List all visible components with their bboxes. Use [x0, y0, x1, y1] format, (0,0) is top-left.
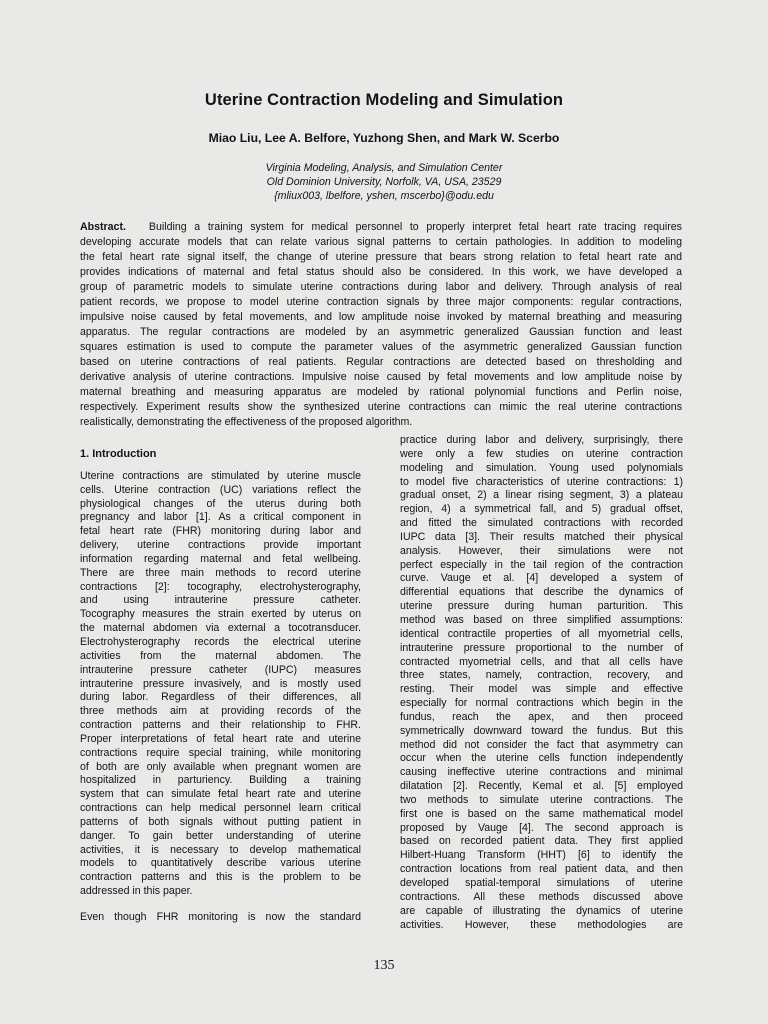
text-line: first one is based on the same mathematical model — [400, 807, 683, 820]
text-line: analysis. However, their simulations were not — [400, 544, 683, 557]
text-line: cells. Uterine contraction (UC) variations reflect the — [80, 483, 361, 496]
text-line: three states, namely, contraction, recovery, and — [400, 669, 683, 682]
abstract-line: the fetal heart rate signal itself, the change of uterine pressure that bears strong relation to fetal heart rate and — [80, 251, 682, 263]
text-line: contractions. All these methods discussed above — [400, 890, 683, 903]
text-line: and fitted the simulated contractions with recorded — [400, 517, 683, 530]
abstract-label: Abstract. — [80, 221, 126, 233]
text-line: Electrohysterography records the electrical uterine — [80, 635, 361, 648]
text-line: delivery, uterine contractions provide important — [80, 539, 361, 552]
left-column — [80, 448, 361, 925]
text-line: contraction patterns and this is the problem to be — [80, 871, 361, 884]
text-line: fetal heart rate (FHR) monitoring during labor and — [80, 525, 361, 538]
text-line: Proper interpretations of fetal heart rate and uterine — [80, 732, 361, 745]
text-line: information regarding maternal and fetal wellbeing. — [80, 552, 361, 565]
text-line: addressed in this paper. — [80, 885, 193, 898]
text-line: Uterine contractions are stimulated by uterine muscle — [80, 469, 361, 482]
text-line: three methods aim at providing records of the — [80, 705, 361, 718]
paragraph — [400, 434, 683, 932]
text-line: contraction locations from real patient data, and then — [400, 863, 683, 876]
text-line: especially for normal contractions which begin in the — [400, 697, 683, 710]
abstract-line — [80, 220, 682, 235]
text-line: causing ineffective uterine contractions and minimal — [400, 766, 683, 779]
text-line: resting. Their model was simple and effective — [400, 683, 683, 696]
page-number: 135 — [373, 958, 395, 973]
text-line: system that can simulate fetal heart rate and uterine — [80, 788, 361, 801]
text-line: danger. To gain better understanding of uterine — [80, 829, 361, 842]
text-line: two methods to simulate uterine contractions. The — [400, 793, 683, 806]
text-line: patterns of both signals without putting patient in — [80, 815, 361, 828]
text-line: curve. Vauge et al. [4] developed a system of — [400, 572, 683, 585]
text-line: IUPC data [3]. Their results matched their physical — [400, 530, 683, 543]
abstract-text: Building a training system for medical personnel to properly interpret fetal heart rate tracing requires — [148, 221, 682, 233]
text-line: models to quantitatively describe various uterine — [80, 857, 361, 870]
paragraph — [80, 911, 361, 925]
author-list: Miao Liu, Lee A. Belfore, Yuzhong Shen, and Mark W. Scerbo — [208, 131, 560, 145]
text-line: gradual onset, 2) a linear rising segment, 3) a plateau — [400, 489, 683, 502]
text-line: modeling and simulation. Young used polynomials — [400, 461, 683, 474]
text-line: intrauterine pressure proportional to the number of — [400, 641, 683, 654]
text-line: hospitalized in parturiency. Building a training — [80, 774, 361, 787]
abstract-line: squares estimation is used to compute the parameter values of the asymmetric generalized Gaussian function — [80, 341, 682, 353]
abstract-line: based on uterine contractions of real patients. Regular contractions are detected based on thresholding and — [80, 356, 682, 368]
abstract-line: derivative analysis of uterine contractions. Impulsive noise caused by fetal movements and low amplitude noise by — [80, 371, 682, 383]
text-line: practice during labor and delivery, surprisingly, there — [400, 434, 683, 446]
text-line: intrauterine pressure invasively, and is mostly used — [80, 677, 361, 690]
text-line: activities, it is necessary to develop mathematical — [80, 843, 361, 856]
abstract-line: provides indications of maternal and fetal status should also be considered. In this work, we have developed a — [80, 266, 682, 278]
abstract-line: impulsive noise caused by fetal movements, and low amplitude noise invoked by maternal breathing and measuring — [80, 311, 682, 323]
text-line: proposed by Vauge [4]. The second approach is — [400, 821, 683, 834]
text-line: pregnancy and labor [1]. As a critical component in — [80, 511, 361, 524]
text-line: perfect especially in the tail region of the contraction — [400, 558, 683, 571]
text-line: and using intrauterine pressure catheter. — [80, 594, 361, 607]
text-line: based on recorded patient data. They first applied — [400, 835, 683, 848]
text-line: contracted myometrial cells, and that all cells have — [400, 655, 683, 668]
text-line: to model five characteristics of uterine contractions: 1) — [400, 475, 683, 488]
abstract-line: apparatus. The regular contractions are modeled by an asymmetric generalized Gaussian function and least — [80, 326, 682, 338]
abstract-line: patient records, we propose to model uterine contraction signals by three major components: regular contractions, — [80, 296, 682, 308]
text-line: contractions require special training, while monitoring — [80, 746, 361, 759]
affiliation-line: Old Dominion University, Norfolk, VA, USA, 23529 — [266, 176, 502, 188]
paragraph — [80, 470, 361, 899]
text-line: method did not consider the fact that asymmetry can — [400, 738, 683, 751]
section-heading: 1. Introduction — [80, 448, 157, 460]
text-line: uterine pressure during human parturition. This — [400, 600, 683, 613]
text-line: developed spatial-temporal simulations of uterine — [400, 877, 683, 889]
abstract-line: realistically, demonstrating the effectiveness of the proposed algorithm. — [80, 416, 413, 428]
text-line: differential equations that describe the dynamics of — [400, 586, 683, 599]
text-line: during labor. Regardless of their differences, all — [80, 691, 361, 704]
abstract-line: respectively. Experiment results show the synthesized uterine contractions can mimic the real uterine contractions — [80, 401, 682, 413]
text-line: fundus, reach the apex, and then proceed — [400, 710, 683, 723]
abstract-line: maternal breathing and measuring apparatus are modeled by rational polynomial functions and Perlin noise, — [80, 386, 682, 398]
text-line: Hilbert-Huang Transform (HHT) [6] to identify the — [400, 849, 683, 862]
text-line: physiological changes of the uterus during both — [80, 497, 361, 510]
text-line: Tocography measures the strain exerted by uterus on — [80, 608, 361, 621]
text-line: activities. However, these methodologies are — [400, 918, 683, 931]
text-line: There are three main methods to record uterine — [80, 566, 361, 579]
right-column — [400, 434, 683, 932]
text-line: were only a few studies on uterine contraction — [400, 447, 683, 460]
text-line: occur when the uterine cells function independently — [400, 752, 683, 765]
text-line: symmetrically downward toward the fundus. But this — [400, 724, 683, 737]
text-line: intrauterine pressure catheter (IUPC) measures — [80, 663, 361, 676]
text-line: contractions can help medical personnel learn critical — [80, 802, 361, 815]
abstract-line: group of parametric models to simulate uterine contractions during labor and delivery. Through analysis of real — [80, 281, 682, 293]
text-line: dilatation [2]. Recently, Kemal et al. [5] employed — [400, 780, 683, 793]
affiliation-block — [0, 161, 768, 203]
text-line: are capable of illustrating the dynamics of uterine — [400, 904, 683, 917]
text-line: identical contractile properties of all myometrial cells, — [400, 627, 683, 640]
paper-title: Uterine Contraction Modeling and Simulation — [204, 91, 564, 109]
text-line: Even though FHR monitoring is now the standard — [80, 911, 361, 923]
affiliation-emails: {mliux003, lbelfore, yshen, mscerbo}@odu.edu — [274, 190, 494, 202]
abstract — [80, 220, 682, 430]
text-line: contraction patterns and their relationship to FHR. — [80, 719, 361, 732]
text-line: method was based on three simplified assumptions: — [400, 613, 683, 626]
text-line: contractions [2]: tocography, electrohysterography, — [80, 580, 361, 593]
abstract-line: developing accurate models that can relate various signal patterns to certain pathologies. In addition to modeling — [80, 236, 682, 248]
affiliation-line: Virginia Modeling, Analysis, and Simulation Center — [265, 162, 503, 174]
text-line: region, 4) a symmetrical fall, and 5) gradual offset, — [400, 503, 683, 516]
text-line: activities from the maternal abdomen. The — [80, 649, 361, 662]
text-line: the maternal abdomen via external a tocotransducer. — [80, 622, 361, 635]
text-line: of both are only available when pregnant women are — [80, 760, 361, 773]
